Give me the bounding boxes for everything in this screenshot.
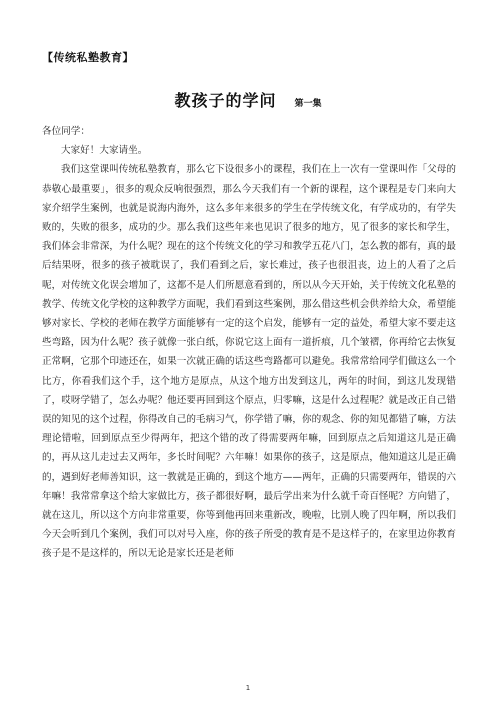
episode-label: 第一集 (294, 99, 322, 109)
page-title: 教孩子的学问 (174, 91, 277, 110)
page-number: 1 (245, 684, 251, 692)
body-paragraph: 我们这堂课叫传统私塾教育，那么它下设很多小的课程，我们在上一次有一堂课叫作「父母的恭敬心最重要」，很多的观众反响很强烈，那么今天我们有一个新的课程，这个课程是专门来向大家介绍学生案例，也就是说海内海外，这么多年来很多的学生在学传统文化，有学成功的，有学失败的，失败的很多，成功的少。那么我们这些年来也见识了很多的地方，见了很多的家长和学生，我们体会非常深，为什么呢？现在的这个传统文化的学习和教学五花八门，怎么教的都有，真的最后结果呀，很多的孩子被耽误了，我们看到之后，家长难过，孩子也很沮丧，边上的人看了之后呢，对传统文化误会增加了，这都不是人们所愿意看到的，所以从今天开始，关于传统文化私塾的教学、传统文化学校的这种教学方面呢，我们看到这些案例，那么借这些机会供养给大众，希望能够对家长、学校的老师在教学方面能够有一定的这个启发，能够有一定的益处，希望大家不要走这些弯路，因为什么呢？孩子就像一张白纸，你说它这上面有一道折痕，几个皱褶，你再给它去恢复正常啊，它那个印迹还在，如果一次就正确的话这些弯路都可以避免。我常常给同学们做这么一个比方，你看我们这个手，这个地方是原点，从这个地方出发到这儿，两年的时间，到这儿发现错了，哎呀学错了，怎么办呢？他还要再回到这个原点，归零嘛，这是什么过程呢？就是改正自己错误的知见的这个过程，你得改自己的毛病习气，你学错了嘛，你的观念、你的知见都错了嘛，方法理论错啦，回到原点至少得两年，把这个错的改了得需要两年嘛，回到原点之后知道这儿是正确的，再从这儿走过去又两年，多长时间呢？六年嘛！如果你的孩子，这是原点，他知道这儿是正确的，遇到好老师善知识，这一教就是正确的，到这个地方——两年，正确的只需要两年，错误的六年嘛！我常常拿这个给大家做比方，孩子都很好啊，最后学出来为什么就千奇百怪呢？方向错了，就在这儿，所以这个方向非常重要，你等到他再回来重新改，晚啦，比别人晚了四年啊，所以我们今天会听到几个案例，我们可以对号入座，你的孩子所受的教育是不是这样子的，在家里边你教育孩子是不是这样的，所以无论是家长还是老师 (42, 164, 456, 560)
salutation: 各位同学： (42, 126, 90, 137)
greeting-paragraph: 大家好！大家请坐。 (61, 145, 148, 157)
category-tag: 【传统私塾教育】 (42, 51, 134, 64)
article-body (42, 122, 456, 564)
title-row (0, 88, 496, 111)
